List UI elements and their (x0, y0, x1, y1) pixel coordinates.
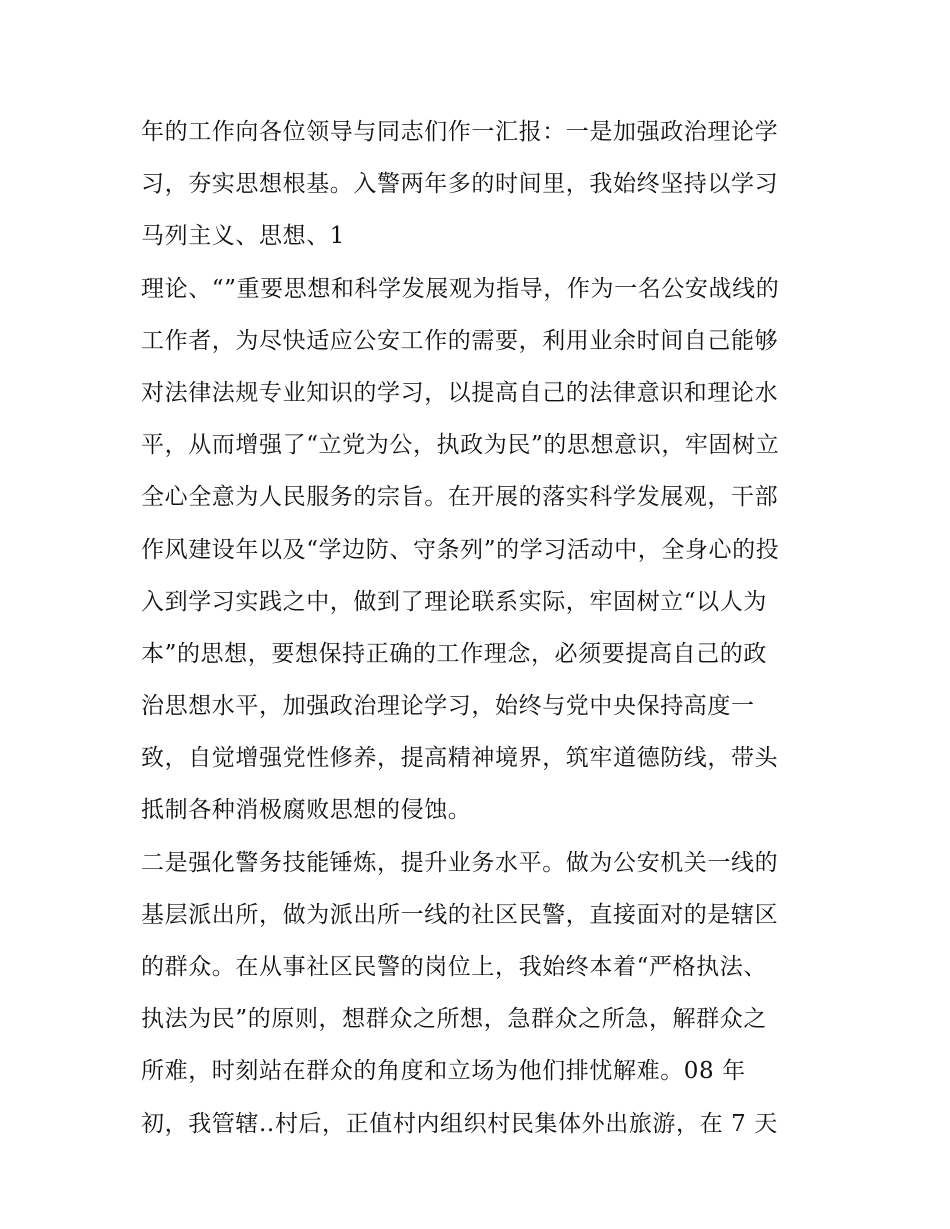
text-line: 马列主义、思想、1 (141, 223, 346, 250)
text-line: 初，我管辖..村后，正值村内组织村民集体外出旅游，在 7 天 (141, 1110, 778, 1137)
text-line: 习，夯实思想根基。入警两年多的时间里，我始终坚持以学习 (141, 171, 779, 198)
text-line: 工作者，为尽快适应公安工作的需要，利用业余时间自己能够 (141, 327, 779, 354)
text-line: 本”的思想，要想保持正确的工作理念，必须要提高自己的政 (141, 640, 767, 667)
text-line: 致，自觉增强党性修养，提高精神境界，筑牢道德防线，带头 (141, 745, 779, 772)
text-line: 入到学习实践之中，做到了理论联系实际，牢固树立“以人为 (141, 588, 767, 615)
text-line: 抵制各种消极腐败思想的侵蚀。 (141, 797, 472, 824)
text-line: 执法为民”的原则，想群众之所想，急群众之所急，解群众之 (141, 1006, 767, 1033)
text-line: 所难，时刻站在群众的角度和立场为他们排忧解难。08 年 (141, 1058, 746, 1085)
text-line: 治思想水平，加强政治理论学习，始终与党中央保持高度一 (141, 693, 755, 720)
body-text (141, 106, 821, 1150)
text-line: 的群众。在从事社区民警的岗位上，我始终本着“严格执法、 (141, 954, 767, 980)
text-line: 年的工作向各位领导与同志们作一汇报：一是加强政治理论学 (141, 119, 779, 145)
text-line: 作风建设年以及“学边防、守条列”的学习活动中，全身心的投 (141, 536, 780, 563)
text-line: 二是强化警务技能锤炼，提升业务水平。做为公安机关一线的 (141, 849, 779, 876)
text-line: 理论、“”重要思想和科学发展观为指导，作为一名公安战线的 (141, 275, 780, 302)
text-line: 平，从而增强了“立党为公，执政为民”的思想意识，牢固树立 (141, 432, 780, 459)
text-line: 全心全意为人民服务的宗旨。在开展的落实科学发展观，干部 (141, 484, 779, 511)
text-line: 对法律法规专业知识的学习，以提高自己的法律意识和理论水 (141, 379, 779, 406)
text-line: 基层派出所，做为派出所一线的社区民警，直接面对的是辖区 (141, 901, 779, 928)
